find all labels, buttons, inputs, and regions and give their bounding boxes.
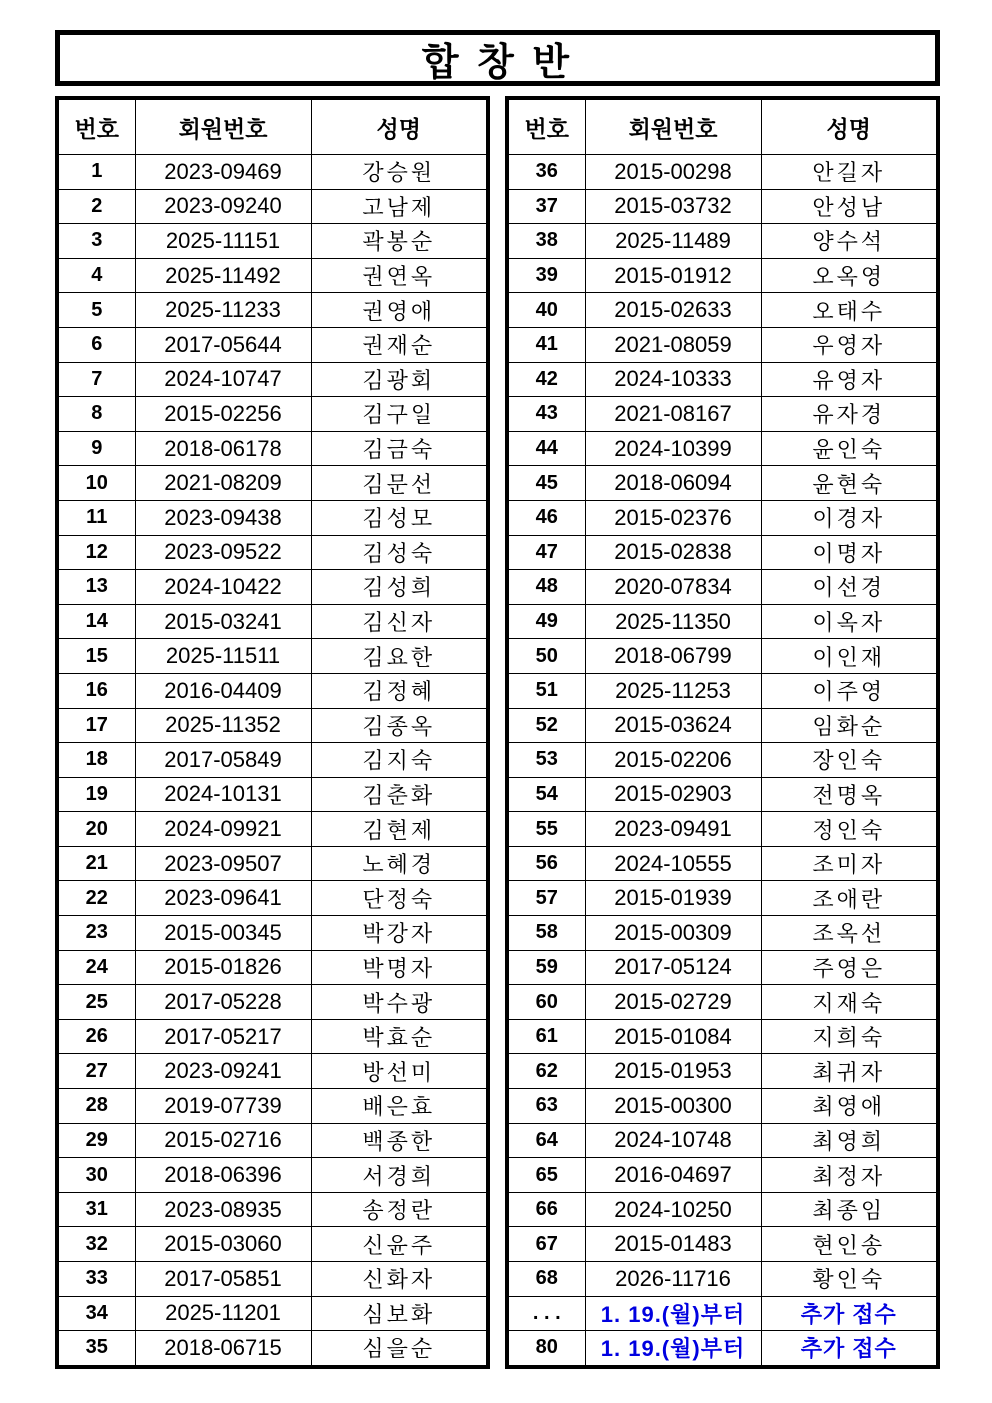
cell-row-number: 60: [507, 985, 585, 1020]
cell-member-number: 2023-09438: [135, 500, 311, 535]
cell-name: 안길자: [761, 155, 938, 190]
cell-member-number: 2025-11489: [585, 224, 761, 259]
table-row: [57, 293, 488, 328]
cell-name: 권재순: [311, 327, 488, 362]
cell-member-number: 2025-11511: [135, 639, 311, 674]
table-row: [57, 500, 488, 535]
cell-name: 조옥선: [761, 916, 938, 951]
table-row: [507, 916, 938, 951]
cell-row-number: 62: [507, 1054, 585, 1089]
cell-name: 이경자: [761, 500, 938, 535]
table-row: [507, 777, 938, 812]
column-header-name: 성명: [311, 98, 488, 155]
cell-row-number: 66: [507, 1192, 585, 1227]
cell-name: 박강자: [311, 916, 488, 951]
cell-row-number: 9: [57, 431, 135, 466]
cell-name: 김종옥: [311, 708, 488, 743]
cell-name: 백종한: [311, 1123, 488, 1158]
cell-row-number: 33: [57, 1262, 135, 1297]
cell-row-number: 51: [507, 673, 585, 708]
cell-row-number: 80: [507, 1331, 585, 1367]
cell-member-number: 2024-10250: [585, 1192, 761, 1227]
cell-member-number: 2024-10333: [585, 362, 761, 397]
table-row: [57, 189, 488, 224]
cell-member-number: 2018-06178: [135, 431, 311, 466]
table-row: [507, 1262, 938, 1297]
cell-row-number: 63: [507, 1089, 585, 1124]
cell-member-number: 2016-04409: [135, 673, 311, 708]
table-row: [57, 1262, 488, 1297]
cell-member-number: 2015-00309: [585, 916, 761, 951]
table-row: [57, 258, 488, 293]
cell-row-number: 22: [57, 881, 135, 916]
cell-member-number: 2015-02256: [135, 397, 311, 432]
cell-name: 윤현숙: [761, 466, 938, 501]
cell-member-number: 2015-02206: [585, 743, 761, 778]
cell-member-number: 2024-10747: [135, 362, 311, 397]
cell-name: 신화자: [311, 1262, 488, 1297]
cell-member-number: 2021-08059: [585, 327, 761, 362]
cell-member-number: 2017-05124: [585, 950, 761, 985]
cell-row-number: 18: [57, 743, 135, 778]
column-header-no: 번호: [507, 98, 585, 155]
cell-row-number: 48: [507, 570, 585, 605]
cell-name: 강승원: [311, 155, 488, 190]
cell-name: 방선미: [311, 1054, 488, 1089]
column-header-name: 성명: [761, 98, 938, 155]
table-row: [507, 570, 938, 605]
table-row: [507, 155, 938, 190]
cell-name: 김춘화: [311, 777, 488, 812]
cell-row-number: 32: [57, 1227, 135, 1262]
cell-row-number: 28: [57, 1089, 135, 1124]
cell-member-number: 2024-10422: [135, 570, 311, 605]
cell-row-number: 50: [507, 639, 585, 674]
cell-name: 김금숙: [311, 431, 488, 466]
cell-member-number: 2015-03241: [135, 604, 311, 639]
cell-member-number: 2021-08209: [135, 466, 311, 501]
table-row: [507, 1054, 938, 1089]
cell-name: 현인송: [761, 1227, 938, 1262]
cell-name: 고남제: [311, 189, 488, 224]
cell-member-number: 2023-09240: [135, 189, 311, 224]
cell-row-number: 1: [57, 155, 135, 190]
cell-member-number: 2015-01483: [585, 1227, 761, 1262]
page-title: [55, 30, 940, 86]
table-row: [57, 743, 488, 778]
cell-row-number: 17: [57, 708, 135, 743]
cell-row-number: 55: [507, 812, 585, 847]
cell-name: 서경희: [311, 1158, 488, 1193]
cell-row-number: 34: [57, 1296, 135, 1331]
cell-name: 전명옥: [761, 777, 938, 812]
cell-row-number: 45: [507, 466, 585, 501]
cell-name: 최종임: [761, 1192, 938, 1227]
table-row: [57, 1019, 488, 1054]
cell-member-number: 2024-10555: [585, 846, 761, 881]
table-row: [57, 846, 488, 881]
cell-name: 송정란: [311, 1192, 488, 1227]
cell-name: 박명자: [311, 950, 488, 985]
cell-member-number: 2015-02633: [585, 293, 761, 328]
table-row: [57, 327, 488, 362]
cell-name: 우영자: [761, 327, 938, 362]
cell-name: 오옥영: [761, 258, 938, 293]
cell-row-number: 67: [507, 1227, 585, 1262]
cell-member-number: 2015-01912: [585, 258, 761, 293]
cell-row-number: 65: [507, 1158, 585, 1193]
cell-row-number: 20: [57, 812, 135, 847]
cell-row-number: 3: [57, 224, 135, 259]
roster-table-right: [505, 96, 940, 1369]
cell-member-number: 2015-03060: [135, 1227, 311, 1262]
cell-member-number: 2017-05851: [135, 1262, 311, 1297]
cell-row-number: 2: [57, 189, 135, 224]
cell-name: 이주영: [761, 673, 938, 708]
table-row: [57, 1158, 488, 1193]
roster-table-left-body: [57, 155, 488, 1367]
cell-name: 안성남: [761, 189, 938, 224]
cell-member-number: 2018-06094: [585, 466, 761, 501]
table-row: [57, 881, 488, 916]
cell-name: 조애란: [761, 881, 938, 916]
cell-row-number: 56: [507, 846, 585, 881]
table-row: [507, 1123, 938, 1158]
cell-name: 최영희: [761, 1123, 938, 1158]
table-row: [57, 812, 488, 847]
cell-member-number: 2015-02903: [585, 777, 761, 812]
cell-row-number: 58: [507, 916, 585, 951]
cell-name: 지희숙: [761, 1019, 938, 1054]
cell-member-number: 2015-01826: [135, 950, 311, 985]
cell-member-number: 2015-00298: [585, 155, 761, 190]
cell-member-number: 2015-02376: [585, 500, 761, 535]
cell-name: 김성모: [311, 500, 488, 535]
cell-name: 오태수: [761, 293, 938, 328]
cell-member-number: 2024-10399: [585, 431, 761, 466]
cell-name: 조미자: [761, 846, 938, 881]
table-row: [57, 1192, 488, 1227]
cell-member-number: 2023-09507: [135, 846, 311, 881]
cell-name: 배은효: [311, 1089, 488, 1124]
cell-member-number: 2016-04697: [585, 1158, 761, 1193]
table-row: [57, 397, 488, 432]
table-row: [507, 881, 938, 916]
table-row: [507, 224, 938, 259]
cell-row-number: 39: [507, 258, 585, 293]
cell-member-number: 2019-07739: [135, 1089, 311, 1124]
cell-member-number: 2015-03732: [585, 189, 761, 224]
table-row: [57, 604, 488, 639]
cell-name: 추가 접수: [761, 1296, 938, 1331]
cell-row-number: 49: [507, 604, 585, 639]
table-row: [507, 1331, 938, 1367]
table-row: [507, 1158, 938, 1193]
cell-name: 김지숙: [311, 743, 488, 778]
cell-name: 김요한: [311, 639, 488, 674]
cell-name: 권영애: [311, 293, 488, 328]
cell-row-number: 40: [507, 293, 585, 328]
header-row: [57, 98, 488, 155]
cell-name: 단정숙: [311, 881, 488, 916]
roster-table-left: [55, 96, 490, 1369]
table-row: [57, 1227, 488, 1262]
table-row: [507, 1296, 938, 1331]
cell-row-number: 68: [507, 1262, 585, 1297]
cell-row-number: 23: [57, 916, 135, 951]
cell-member-number: 2023-09491: [585, 812, 761, 847]
cell-row-number: 47: [507, 535, 585, 570]
cell-member-number: 2015-02729: [585, 985, 761, 1020]
cell-row-number: 8: [57, 397, 135, 432]
cell-row-number: 42: [507, 362, 585, 397]
table-row: [507, 258, 938, 293]
table-row: [507, 466, 938, 501]
cell-name: 지재숙: [761, 985, 938, 1020]
table-row: [507, 812, 938, 847]
cell-member-number: 1. 19.(월)부터: [585, 1331, 761, 1367]
cell-member-number: 2015-01084: [585, 1019, 761, 1054]
cell-name: 장인숙: [761, 743, 938, 778]
header-row: [507, 98, 938, 155]
cell-name: 추가 접수: [761, 1331, 938, 1367]
table-row: [57, 639, 488, 674]
cell-row-number: 19: [57, 777, 135, 812]
cell-member-number: 2015-00345: [135, 916, 311, 951]
table-row: [57, 570, 488, 605]
cell-row-number: 43: [507, 397, 585, 432]
cell-member-number: 1. 19.(월)부터: [585, 1296, 761, 1331]
cell-row-number: 15: [57, 639, 135, 674]
table-row: [507, 950, 938, 985]
table-row: [57, 1296, 488, 1331]
roster-tables-container: [55, 96, 940, 1369]
table-row: [507, 743, 938, 778]
table-row: [507, 189, 938, 224]
table-row: [57, 535, 488, 570]
cell-row-number: 6: [57, 327, 135, 362]
roster-table-right-body: [507, 155, 938, 1367]
cell-member-number: 2024-10131: [135, 777, 311, 812]
table-row: [57, 466, 488, 501]
table-row: [507, 431, 938, 466]
cell-name: 이선경: [761, 570, 938, 605]
cell-member-number: 2025-11492: [135, 258, 311, 293]
cell-name: 최영애: [761, 1089, 938, 1124]
table-row: [57, 431, 488, 466]
cell-member-number: 2025-11350: [585, 604, 761, 639]
cell-member-number: 2015-01953: [585, 1054, 761, 1089]
cell-name: 이명자: [761, 535, 938, 570]
cell-row-number: 16: [57, 673, 135, 708]
cell-row-number: 26: [57, 1019, 135, 1054]
table-row: [57, 777, 488, 812]
cell-row-number: 54: [507, 777, 585, 812]
cell-row-number: 14: [57, 604, 135, 639]
cell-row-number: 61: [507, 1019, 585, 1054]
cell-row-number: 25: [57, 985, 135, 1020]
table-row: [57, 1089, 488, 1124]
cell-member-number: 2015-02838: [585, 535, 761, 570]
cell-name: 김광회: [311, 362, 488, 397]
cell-member-number: 2018-06799: [585, 639, 761, 674]
table-row: [57, 155, 488, 190]
cell-row-number: 38: [507, 224, 585, 259]
cell-row-number: 64: [507, 1123, 585, 1158]
cell-name: 곽봉순: [311, 224, 488, 259]
table-row: [507, 362, 938, 397]
cell-name: 심을순: [311, 1331, 488, 1367]
cell-row-number: 24: [57, 950, 135, 985]
cell-row-number: 27: [57, 1054, 135, 1089]
cell-member-number: 2017-05849: [135, 743, 311, 778]
cell-member-number: 2015-03624: [585, 708, 761, 743]
cell-row-number: 29: [57, 1123, 135, 1158]
table-row: [507, 397, 938, 432]
cell-name: 김문선: [311, 466, 488, 501]
table-row: [57, 362, 488, 397]
cell-row-number: . . .: [507, 1296, 585, 1331]
cell-member-number: 2024-09921: [135, 812, 311, 847]
cell-member-number: 2015-02716: [135, 1123, 311, 1158]
cell-member-number: 2021-08167: [585, 397, 761, 432]
table-row: [507, 846, 938, 881]
table-row: [507, 327, 938, 362]
table-row: [57, 1331, 488, 1367]
cell-name: 심보화: [311, 1296, 488, 1331]
cell-member-number: 2017-05217: [135, 1019, 311, 1054]
cell-row-number: 59: [507, 950, 585, 985]
cell-member-number: 2017-05228: [135, 985, 311, 1020]
cell-member-number: 2025-11151: [135, 224, 311, 259]
cell-member-number: 2023-09522: [135, 535, 311, 570]
cell-name: 정인숙: [761, 812, 938, 847]
table-row: [57, 1123, 488, 1158]
cell-row-number: 36: [507, 155, 585, 190]
table-row: [507, 1089, 938, 1124]
cell-member-number: 2025-11253: [585, 673, 761, 708]
cell-member-number: 2020-07834: [585, 570, 761, 605]
cell-member-number: 2025-11233: [135, 293, 311, 328]
table-row: [507, 985, 938, 1020]
cell-row-number: 10: [57, 466, 135, 501]
table-row: [507, 293, 938, 328]
table-row: [507, 604, 938, 639]
cell-member-number: 2026-11716: [585, 1262, 761, 1297]
cell-row-number: 37: [507, 189, 585, 224]
table-row: [57, 708, 488, 743]
column-header-no: 번호: [57, 98, 135, 155]
cell-member-number: 2025-11201: [135, 1296, 311, 1331]
cell-member-number: 2023-09641: [135, 881, 311, 916]
cell-name: 김정혜: [311, 673, 488, 708]
cell-name: 신윤주: [311, 1227, 488, 1262]
cell-name: 유영자: [761, 362, 938, 397]
cell-name: 유자경: [761, 397, 938, 432]
table-row: [57, 916, 488, 951]
table-row: [57, 673, 488, 708]
cell-row-number: 13: [57, 570, 135, 605]
cell-row-number: 4: [57, 258, 135, 293]
cell-row-number: 35: [57, 1331, 135, 1367]
column-header-member-number: 회원번호: [585, 98, 761, 155]
cell-row-number: 52: [507, 708, 585, 743]
cell-name: 주영은: [761, 950, 938, 985]
cell-row-number: 7: [57, 362, 135, 397]
cell-row-number: 31: [57, 1192, 135, 1227]
cell-row-number: 11: [57, 500, 135, 535]
table-row: [507, 708, 938, 743]
cell-row-number: 30: [57, 1158, 135, 1193]
table-row: [507, 1019, 938, 1054]
cell-member-number: 2024-10748: [585, 1123, 761, 1158]
cell-row-number: 46: [507, 500, 585, 535]
cell-member-number: 2023-09469: [135, 155, 311, 190]
cell-name: 양수석: [761, 224, 938, 259]
cell-name: 노혜경: [311, 846, 488, 881]
cell-name: 김현제: [311, 812, 488, 847]
cell-row-number: 53: [507, 743, 585, 778]
cell-name: 이옥자: [761, 604, 938, 639]
cell-row-number: 21: [57, 846, 135, 881]
cell-name: 최귀자: [761, 1054, 938, 1089]
cell-name: 김구일: [311, 397, 488, 432]
table-row: [507, 535, 938, 570]
cell-row-number: 44: [507, 431, 585, 466]
table-row: [57, 950, 488, 985]
cell-name: 박효순: [311, 1019, 488, 1054]
table-row: [507, 500, 938, 535]
cell-name: 김신자: [311, 604, 488, 639]
table-row: [507, 673, 938, 708]
page-title-text: 합 창 반: [421, 41, 574, 84]
cell-name: 임화순: [761, 708, 938, 743]
cell-row-number: 5: [57, 293, 135, 328]
cell-name: 권연옥: [311, 258, 488, 293]
table-row: [507, 1192, 938, 1227]
table-row: [507, 639, 938, 674]
cell-member-number: 2023-09241: [135, 1054, 311, 1089]
cell-member-number: 2018-06396: [135, 1158, 311, 1193]
cell-row-number: 12: [57, 535, 135, 570]
cell-name: 황인숙: [761, 1262, 938, 1297]
cell-name: 윤인숙: [761, 431, 938, 466]
table-row: [57, 224, 488, 259]
cell-member-number: 2017-05644: [135, 327, 311, 362]
table-row: [57, 1054, 488, 1089]
cell-member-number: 2015-00300: [585, 1089, 761, 1124]
cell-member-number: 2025-11352: [135, 708, 311, 743]
cell-member-number: 2023-08935: [135, 1192, 311, 1227]
cell-row-number: 41: [507, 327, 585, 362]
cell-name: 김성숙: [311, 535, 488, 570]
table-row: [507, 1227, 938, 1262]
column-header-member-number: 회원번호: [135, 98, 311, 155]
table-row: [57, 985, 488, 1020]
cell-member-number: 2015-01939: [585, 881, 761, 916]
cell-member-number: 2018-06715: [135, 1331, 311, 1367]
cell-name: 박수광: [311, 985, 488, 1020]
cell-name: 최정자: [761, 1158, 938, 1193]
cell-name: 김성희: [311, 570, 488, 605]
cell-row-number: 57: [507, 881, 585, 916]
cell-name: 이인재: [761, 639, 938, 674]
